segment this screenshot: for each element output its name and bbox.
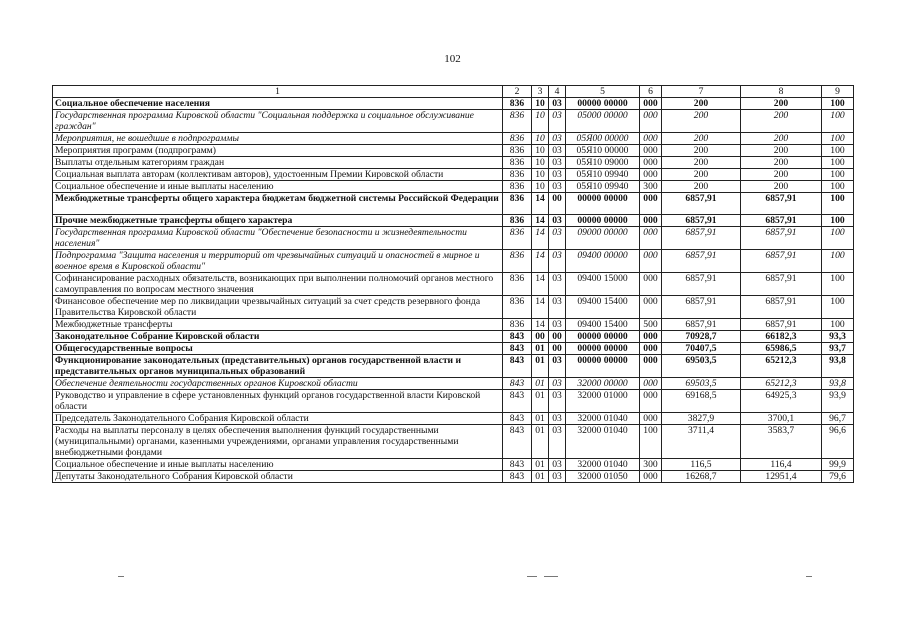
row-name: Законодательное Собрание Кировской области [53, 331, 503, 343]
code-ministry: 836 [503, 110, 532, 133]
code-target: 09400 15000 [566, 273, 640, 296]
value-actual: 65212,3 [741, 378, 822, 390]
code-type: 000 [640, 145, 662, 157]
row-name: Прочие межбюджетные трансферты общего характера [53, 215, 503, 227]
value-actual: 6857,91 [741, 193, 822, 215]
table-row [53, 193, 854, 215]
row-name: Руководство и управление в сфере установленных функций органов государственной власти Кировской области [53, 390, 503, 413]
code-ministry: 836 [503, 250, 532, 273]
code-ministry: 843 [503, 355, 532, 378]
code-ministry: 843 [503, 413, 532, 425]
code-type: 000 [640, 378, 662, 390]
table-row [53, 390, 854, 413]
value-percent: 100 [822, 157, 854, 169]
value-actual: 3700,1 [741, 413, 822, 425]
header-cell: 9 [822, 86, 854, 98]
footer-dash [544, 576, 558, 577]
value-actual: 200 [741, 181, 822, 193]
code-type: 100 [640, 425, 662, 459]
table-row [53, 425, 854, 459]
code-ministry: 843 [503, 471, 532, 483]
budget-table [52, 85, 854, 483]
code-subsection: 03 [549, 227, 566, 250]
code-type: 000 [640, 157, 662, 169]
code-section: 14 [532, 250, 549, 273]
code-section: 14 [532, 215, 549, 227]
code-target: 05Я10 09940 [566, 181, 640, 193]
code-section: 01 [532, 355, 549, 378]
value-actual: 200 [741, 157, 822, 169]
table-row [53, 145, 854, 157]
code-section: 01 [532, 413, 549, 425]
value-percent: 100 [822, 110, 854, 133]
table-row [53, 110, 854, 133]
table-row [53, 169, 854, 181]
value-planned: 200 [662, 181, 741, 193]
value-actual: 6857,91 [741, 273, 822, 296]
code-subsection: 03 [549, 157, 566, 169]
row-name: Социальное обеспечение и иные выплаты населению [53, 459, 503, 471]
row-name: Депутаты Законодательного Собрания Кировской области [53, 471, 503, 483]
value-planned: 200 [662, 157, 741, 169]
value-planned: 3711,4 [662, 425, 741, 459]
value-planned: 6857,91 [662, 215, 741, 227]
table-row [53, 227, 854, 250]
value-actual: 12951,4 [741, 471, 822, 483]
row-name: Общегосударственные вопросы [53, 343, 503, 355]
row-name: Социальное обеспечение населения [53, 98, 503, 110]
code-ministry: 836 [503, 133, 532, 145]
table-row [53, 459, 854, 471]
code-subsection: 03 [549, 215, 566, 227]
code-subsection: 00 [549, 331, 566, 343]
value-planned: 6857,91 [662, 296, 741, 319]
row-name: Государственная программа Кировской области "Обеспечение безопасности и жизнедеятельности населения" [53, 227, 503, 250]
value-planned: 69168,5 [662, 390, 741, 413]
row-name: Подпрограмма "Защита населения и территорий от чрезвычайных ситуаций и опасностей в мирное и военное время в Кировской области" [53, 250, 503, 273]
value-planned: 70928,7 [662, 331, 741, 343]
code-subsection: 03 [549, 425, 566, 459]
code-ministry: 836 [503, 193, 532, 215]
code-type: 000 [640, 98, 662, 110]
value-planned: 200 [662, 110, 741, 133]
value-planned: 69503,5 [662, 378, 741, 390]
row-name: Социальная выплата авторам (коллективам авторов), удостоенным Премии Кировской области [53, 169, 503, 181]
footer-dash [118, 576, 124, 577]
header-cell: 3 [532, 86, 549, 98]
value-percent: 100 [822, 273, 854, 296]
value-planned: 200 [662, 145, 741, 157]
code-subsection: 03 [549, 413, 566, 425]
code-type: 000 [640, 169, 662, 181]
code-ministry: 836 [503, 145, 532, 157]
code-target: 32000 01040 [566, 459, 640, 471]
table-row [53, 215, 854, 227]
table-row [53, 319, 854, 331]
value-percent: 79,6 [822, 471, 854, 483]
value-actual: 66182,3 [741, 331, 822, 343]
code-section: 01 [532, 425, 549, 459]
code-target: 32000 00000 [566, 378, 640, 390]
code-type: 000 [640, 413, 662, 425]
footer-dash [806, 576, 812, 577]
code-type: 000 [640, 471, 662, 483]
code-ministry: 843 [503, 331, 532, 343]
value-planned: 70407,5 [662, 343, 741, 355]
code-ministry: 843 [503, 425, 532, 459]
value-planned: 200 [662, 169, 741, 181]
code-subsection: 03 [549, 133, 566, 145]
row-name: Выплаты отдельным категориям граждан [53, 157, 503, 169]
code-ministry: 843 [503, 390, 532, 413]
row-name: Расходы на выплаты персоналу в целях обеспечения выполнения функций государственными (муниципальными) органами, казенными учреждениями, органами управления государственными внебюджетными фондами [53, 425, 503, 459]
code-subsection: 03 [549, 355, 566, 378]
header-cell: 7 [662, 86, 741, 98]
code-type: 000 [640, 273, 662, 296]
code-section: 10 [532, 169, 549, 181]
code-ministry: 843 [503, 378, 532, 390]
row-name: Мероприятия, не вошедшие в подпрограммы [53, 133, 503, 145]
table-row [53, 181, 854, 193]
value-planned: 6857,91 [662, 273, 741, 296]
value-percent: 93,7 [822, 343, 854, 355]
table-row [53, 273, 854, 296]
row-name: Обеспечение деятельности государственных органов Кировской области [53, 378, 503, 390]
value-planned: 6857,91 [662, 193, 741, 215]
code-section: 01 [532, 390, 549, 413]
code-subsection: 03 [549, 471, 566, 483]
row-name: Софинансирование расходных обязательств, возникающих при выполнении полномочий органов местного самоуправления по вопросам местного значения [53, 273, 503, 296]
code-ministry: 836 [503, 273, 532, 296]
table-row [53, 250, 854, 273]
code-section: 14 [532, 319, 549, 331]
code-type: 000 [640, 331, 662, 343]
value-percent: 93,3 [822, 331, 854, 343]
code-subsection: 00 [549, 343, 566, 355]
code-target: 00000 00000 [566, 355, 640, 378]
code-ministry: 836 [503, 98, 532, 110]
code-target: 00000 00000 [566, 98, 640, 110]
header-cell: 6 [640, 86, 662, 98]
code-subsection: 03 [549, 459, 566, 471]
code-subsection: 03 [549, 169, 566, 181]
table-row [53, 378, 854, 390]
value-actual: 200 [741, 98, 822, 110]
value-percent: 100 [822, 215, 854, 227]
code-ministry: 836 [503, 319, 532, 331]
value-planned: 3827,9 [662, 413, 741, 425]
row-name: Социальное обеспечение и иные выплаты населению [53, 181, 503, 193]
header-cell: 2 [503, 86, 532, 98]
table-row [53, 471, 854, 483]
value-percent: 100 [822, 250, 854, 273]
value-actual: 6857,91 [741, 215, 822, 227]
value-actual: 6857,91 [741, 296, 822, 319]
value-percent: 100 [822, 145, 854, 157]
code-ministry: 836 [503, 227, 532, 250]
code-target: 32000 01050 [566, 471, 640, 483]
code-target: 00000 00000 [566, 193, 640, 215]
value-actual: 116,4 [741, 459, 822, 471]
code-type: 300 [640, 181, 662, 193]
footer-dash [527, 576, 537, 577]
table-row [53, 133, 854, 145]
code-type: 000 [640, 227, 662, 250]
code-target: 32000 01040 [566, 425, 640, 459]
code-section: 10 [532, 145, 549, 157]
code-section: 01 [532, 471, 549, 483]
code-target: 05000 00000 [566, 110, 640, 133]
code-section: 10 [532, 98, 549, 110]
header-row [53, 86, 854, 98]
row-name: Функционирование законодательных (представительных) органов государственной власти и представительных органов муниципальных образований [53, 355, 503, 378]
value-percent: 96,6 [822, 425, 854, 459]
table-row [53, 355, 854, 378]
value-percent: 100 [822, 227, 854, 250]
code-subsection: 03 [549, 378, 566, 390]
code-target: 32000 01000 [566, 390, 640, 413]
code-subsection: 03 [549, 296, 566, 319]
code-type: 000 [640, 110, 662, 133]
value-actual: 200 [741, 133, 822, 145]
code-target: 00000 00000 [566, 343, 640, 355]
table-row [53, 98, 854, 110]
header-cell: 4 [549, 86, 566, 98]
page-number: 102 [444, 53, 461, 65]
value-percent: 100 [822, 133, 854, 145]
row-name: Мероприятия программ (подпрограмм) [53, 145, 503, 157]
row-name: Межбюджетные трансферты общего характера бюджетам бюджетной системы Российской Федерации [53, 193, 503, 215]
code-target: 05Я00 00000 [566, 133, 640, 145]
code-ministry: 836 [503, 296, 532, 319]
header-cell: 8 [741, 86, 822, 98]
value-percent: 100 [822, 319, 854, 331]
value-actual: 6857,91 [741, 250, 822, 273]
code-type: 000 [640, 215, 662, 227]
code-type: 000 [640, 250, 662, 273]
value-planned: 6857,91 [662, 319, 741, 331]
header-cell: 1 [53, 86, 503, 98]
value-percent: 100 [822, 181, 854, 193]
code-subsection: 03 [549, 250, 566, 273]
code-type: 500 [640, 319, 662, 331]
code-target: 09400 00000 [566, 250, 640, 273]
value-actual: 200 [741, 169, 822, 181]
code-type: 000 [640, 193, 662, 215]
code-type: 000 [640, 133, 662, 145]
code-type: 000 [640, 355, 662, 378]
code-ministry: 843 [503, 459, 532, 471]
code-subsection: 03 [549, 110, 566, 133]
table-row [53, 413, 854, 425]
code-type: 000 [640, 390, 662, 413]
code-target: 32000 01040 [566, 413, 640, 425]
value-planned: 6857,91 [662, 250, 741, 273]
code-target: 05Я10 09000 [566, 157, 640, 169]
code-target: 05Я10 09940 [566, 169, 640, 181]
code-type: 000 [640, 343, 662, 355]
code-subsection: 03 [549, 273, 566, 296]
code-target: 09400 15400 [566, 296, 640, 319]
code-section: 01 [532, 459, 549, 471]
code-section: 01 [532, 343, 549, 355]
row-name: Финансовое обеспечение мер по ликвидации чрезвычайных ситуаций за счет средств резервного фонда Правительства Кировской области [53, 296, 503, 319]
code-ministry: 843 [503, 343, 532, 355]
value-actual: 6857,91 [741, 227, 822, 250]
code-type: 000 [640, 296, 662, 319]
code-subsection: 03 [549, 390, 566, 413]
value-percent: 100 [822, 169, 854, 181]
value-percent: 99,9 [822, 459, 854, 471]
value-actual: 65212,3 [741, 355, 822, 378]
code-subsection: 03 [549, 319, 566, 331]
header-cell: 5 [566, 86, 640, 98]
value-actual: 6857,91 [741, 319, 822, 331]
value-planned: 16268,7 [662, 471, 741, 483]
code-section: 14 [532, 296, 549, 319]
code-target: 09400 15400 [566, 319, 640, 331]
code-subsection: 03 [549, 181, 566, 193]
code-target: 00000 00000 [566, 331, 640, 343]
value-planned: 200 [662, 133, 741, 145]
code-type: 300 [640, 459, 662, 471]
code-subsection: 03 [549, 145, 566, 157]
value-planned: 116,5 [662, 459, 741, 471]
table-row [53, 296, 854, 319]
value-actual: 65986,5 [741, 343, 822, 355]
value-planned: 6857,91 [662, 227, 741, 250]
table-row [53, 157, 854, 169]
value-percent: 93,9 [822, 390, 854, 413]
code-section: 10 [532, 157, 549, 169]
code-subsection: 00 [549, 193, 566, 215]
row-name: Государственная программа Кировской области "Социальная поддержка и социальное обслуживание граждан" [53, 110, 503, 133]
code-section: 01 [532, 378, 549, 390]
row-name: Председатель Законодательного Собрания Кировской области [53, 413, 503, 425]
code-section: 14 [532, 193, 549, 215]
table-row [53, 343, 854, 355]
value-percent: 93,8 [822, 355, 854, 378]
value-actual: 200 [741, 110, 822, 133]
table-row [53, 331, 854, 343]
value-actual: 200 [741, 145, 822, 157]
value-percent: 100 [822, 98, 854, 110]
code-section: 10 [532, 110, 549, 133]
code-ministry: 836 [503, 181, 532, 193]
code-section: 10 [532, 181, 549, 193]
code-section: 14 [532, 227, 549, 250]
value-percent: 96,7 [822, 413, 854, 425]
code-section: 00 [532, 331, 549, 343]
code-target: 09000 00000 [566, 227, 640, 250]
value-percent: 93,8 [822, 378, 854, 390]
code-ministry: 836 [503, 215, 532, 227]
code-section: 14 [532, 273, 549, 296]
row-name: Межбюджетные трансферты [53, 319, 503, 331]
value-planned: 69503,5 [662, 355, 741, 378]
code-section: 10 [532, 133, 549, 145]
value-planned: 200 [662, 98, 741, 110]
value-percent: 100 [822, 296, 854, 319]
code-target: 05Я10 00000 [566, 145, 640, 157]
value-actual: 3583,7 [741, 425, 822, 459]
code-subsection: 03 [549, 98, 566, 110]
value-percent: 100 [822, 193, 854, 215]
code-ministry: 836 [503, 157, 532, 169]
value-actual: 64925,3 [741, 390, 822, 413]
code-ministry: 836 [503, 169, 532, 181]
code-target: 00000 00000 [566, 215, 640, 227]
